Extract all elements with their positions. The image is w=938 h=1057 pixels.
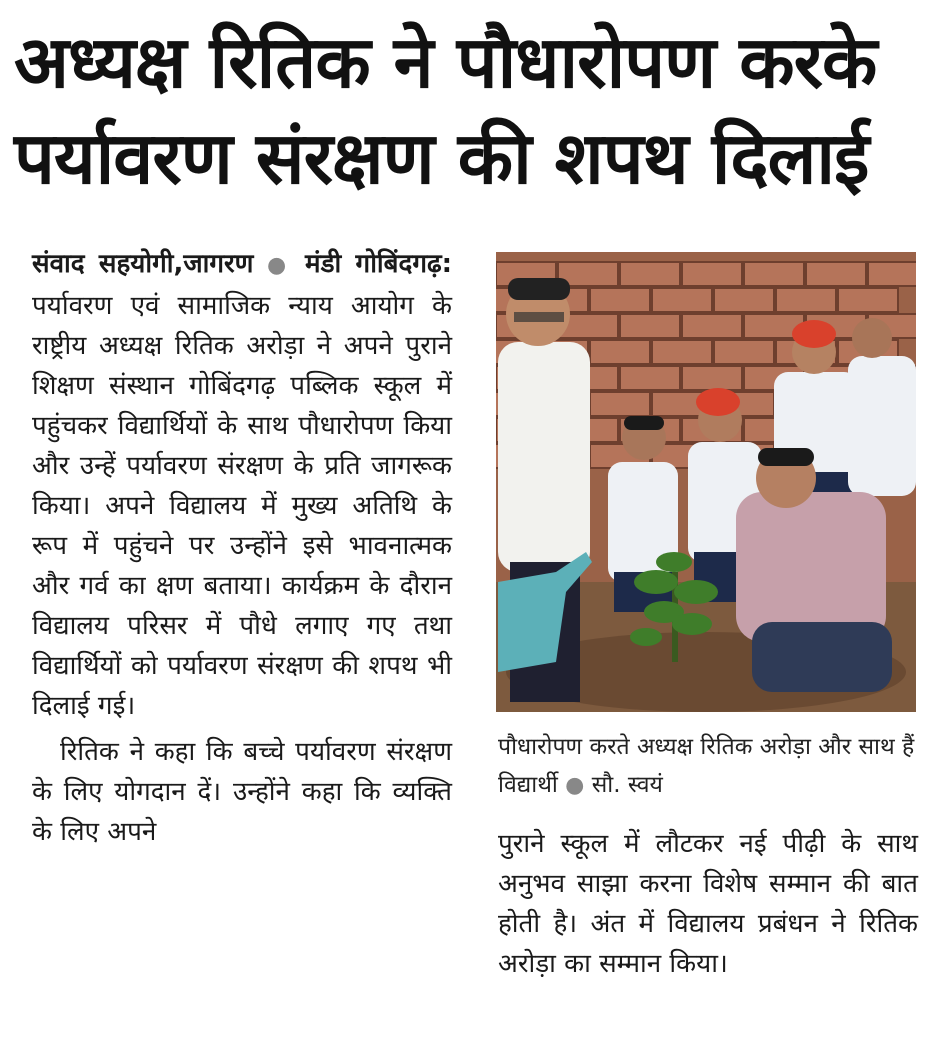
article-paragraph-1 bbox=[32, 244, 452, 726]
article-photo bbox=[496, 252, 916, 712]
photo-caption bbox=[498, 728, 918, 805]
byline-agency: संवाद सहयोगी,जागरण bbox=[32, 249, 254, 279]
article-paragraph-3: पुराने स्कूल में लौटकर नई पीढ़ी के साथ अनुभव साझा करना विशेष सम्मान की बात होती है। अंत में विद्यालय प्रबंधन ने रितिक अरोड़ा का सम्मान किया। bbox=[498, 829, 918, 979]
headline-line-2: पर्यावरण संरक्षण की शपथ दिलाई bbox=[14, 116, 869, 200]
headline bbox=[14, 14, 924, 206]
headline-line-1: अध्यक्ष रितिक ने पौधारोपण करके bbox=[14, 20, 877, 104]
article-right-column bbox=[498, 824, 918, 984]
article-text-1: पर्यावरण एवं सामाजिक न्याय आयोग के राष्ट्रीय अध्यक्ष रितिक अरोड़ा ने अपने पुराने शिक्षण संस्थान गोबिंदगढ़ पब्लिक स्कूल में पहुंचकर विद्यार्थियों के साथ पौधारोपण किया और उन्हें पर्यावरण संरक्षण के प्रति जागरूक किया। अपने विद्यालय में मुख्य अतिथि के रूप में पहुंचने पर उन्होंने इसे भावनात्मक और गर्व का क्षण बताया। कार्यक्रम के दौरान विद्यालय परिसर में पौधे लगाए गए तथा विद्यार्थियों को पर्यावरण संरक्षण की शपथ भी दिलाई गई। bbox=[32, 291, 452, 721]
bullet-dot-icon: ● bbox=[267, 253, 292, 278]
caption-bullet-icon: ● bbox=[565, 773, 585, 798]
photo-tree-planting-illustration bbox=[496, 252, 916, 712]
article-left-column bbox=[32, 244, 452, 852]
byline-place: मंडी गोबिंदगढ़: bbox=[305, 249, 452, 279]
caption-text: पौधारोपण करते अध्यक्ष रितिक अरोड़ा और साथ हैं विद्यार्थी bbox=[498, 734, 915, 798]
article-paragraph-2: रितिक ने कहा कि बच्चे पर्यावरण संरक्षण के लिए योगदान दें। उन्होंने कहा कि व्यक्ति के लिए अपने bbox=[32, 737, 452, 847]
caption-credit: सौ. स्वयं bbox=[591, 772, 663, 798]
